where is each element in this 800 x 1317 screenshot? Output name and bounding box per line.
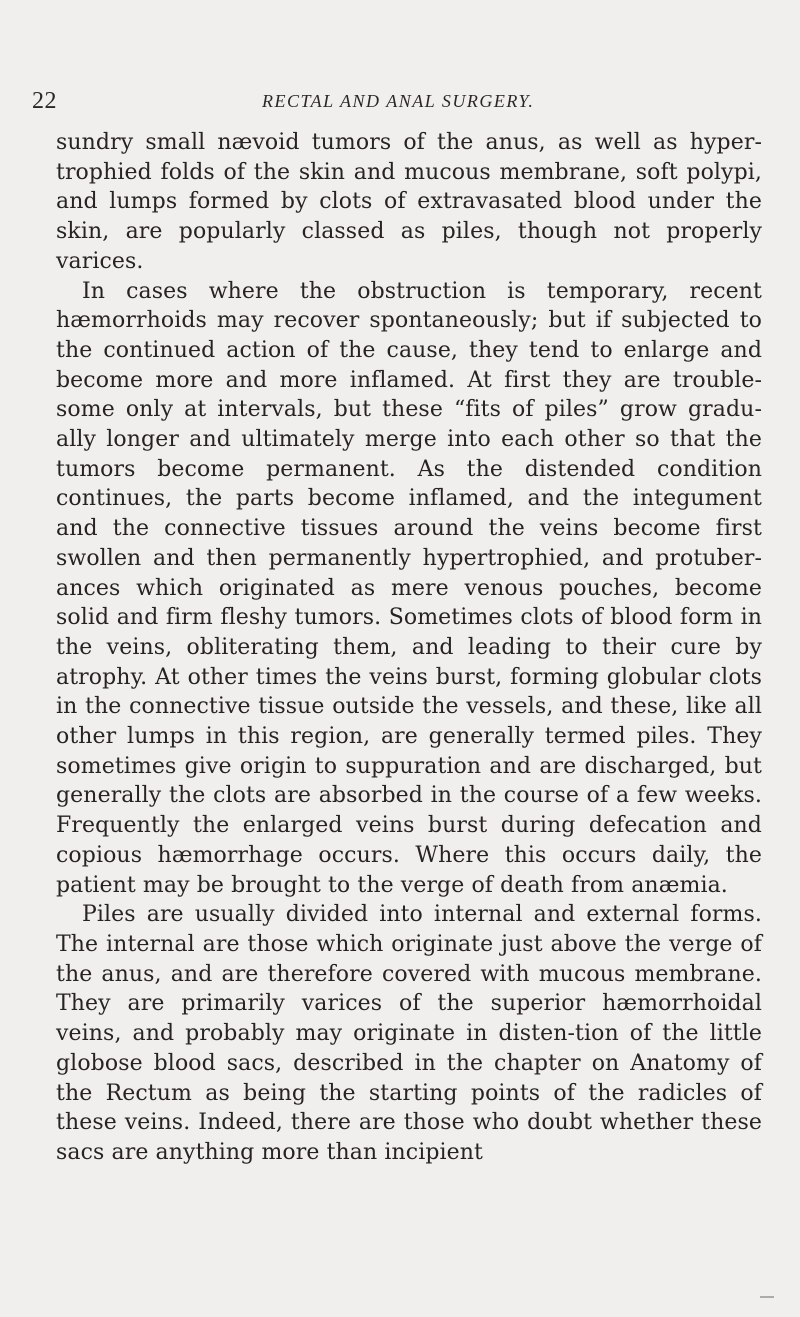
paragraph: Piles are usually divided into internal and external forms. The internal are those which originate just above the verge of the anus, and are therefore covered with mucous membrane. They are primarily varices of the superior hæmorrhoidal veins, and probably may originate in disten-tion of the little globose blood sacs, described in the chapter on Anatomy of the Rectum as being the starting points of the radicles of these veins. Indeed, there are those who doubt whether these sacs are anything more than incipient — [56, 902, 762, 1165]
page-mark — [760, 1296, 774, 1298]
page-number: 22 — [32, 88, 57, 114]
page-header — [0, 88, 800, 116]
running-head: RECTAL AND ANAL SURGERY. — [262, 91, 535, 111]
paragraph: sundry small nævoid tumors of the anus, as well as hyper-trophied folds of the skin and mucous membrane, soft polypi, and lumps formed by clots of extravasated blood under the skin, are popularly classed as piles, though not properly varices. — [56, 130, 762, 274]
paragraph: In cases where the obstruction is temporary, recent hæmorrhoids may recover spontaneously; but if subjected to the continued action of the cause, they tend to enlarge and become more and more inflamed. At first they are trouble-some only at intervals, but these “fits of piles” grow gradu-ally longer and ultimately merge into each other so that the tumors become permanent. As the distended condition continues, the parts become inflamed, and the integument and the connective tissues around the veins become first swollen and then permanently hypertrophied, and protuber-ances which originated as mere venous pouches, become solid and firm fleshy tumors. Sometimes clots of blood form in the veins, obliterating them, and leading to their cure by atrophy. At other times the veins burst, forming globular clots in the connective tissue outside the vessels, and these, like all other lumps in this region, are generally termed piles. They sometimes give origin to suppuration and are discharged, but generally the clots are absorbed in the course of a few weeks. Frequently the enlarged veins burst during defecation and copious hæmorrhage occurs. Where this occurs daily, the patient may be brought to the verge of death from anæmia. — [56, 278, 762, 898]
body-text — [56, 128, 762, 1168]
